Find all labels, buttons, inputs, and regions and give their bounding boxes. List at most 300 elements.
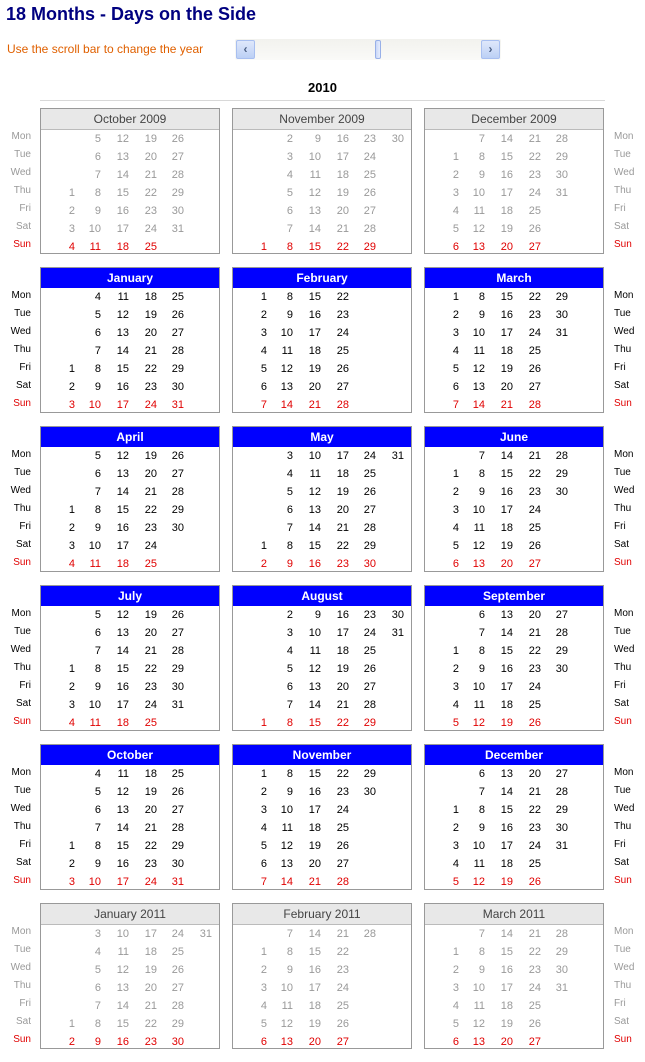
day-cell[interactable]: 5 (94, 964, 101, 976)
day-cell[interactable]: 10 (308, 151, 321, 163)
day-cell[interactable]: 15 (500, 804, 513, 816)
day-cell[interactable]: 20 (500, 1036, 513, 1048)
day-cell[interactable]: 18 (308, 1000, 321, 1012)
day-cell[interactable]: 14 (116, 1000, 129, 1012)
day-cell[interactable]: 29 (555, 291, 568, 303)
day-cell[interactable]: 20 (528, 609, 541, 621)
day-cell[interactable]: 21 (528, 786, 541, 798)
day-cell[interactable]: 31 (555, 840, 568, 852)
day-cell[interactable]: 3 (260, 804, 267, 816)
day-cell[interactable]: 17 (116, 223, 129, 235)
day-cell[interactable]: 14 (308, 928, 321, 940)
day-cell[interactable]: 17 (500, 504, 513, 516)
day-cell[interactable]: 8 (94, 840, 101, 852)
day-cell[interactable]: 16 (308, 964, 321, 976)
day-cell[interactable]: 24 (528, 681, 541, 693)
day-cell[interactable]: 4 (68, 558, 75, 570)
day-cell[interactable]: 11 (473, 1000, 485, 1012)
day-cell[interactable]: 12 (472, 540, 485, 552)
day-cell[interactable]: 28 (555, 928, 568, 940)
day-cell[interactable]: 26 (336, 840, 349, 852)
day-cell[interactable]: 3 (286, 627, 293, 639)
day-cell[interactable]: 18 (144, 291, 157, 303)
day-cell[interactable]: 19 (500, 363, 513, 375)
day-cell[interactable]: 26 (171, 133, 184, 145)
day-cell[interactable]: 22 (144, 1018, 157, 1030)
day-cell[interactable]: 30 (555, 964, 568, 976)
day-cell[interactable]: 8 (286, 946, 293, 958)
day-cell[interactable]: 22 (144, 663, 157, 675)
day-cell[interactable]: 28 (171, 486, 184, 498)
day-cell[interactable]: 23 (363, 133, 376, 145)
day-cell[interactable]: 2 (68, 522, 75, 534)
day-cell[interactable]: 26 (528, 540, 541, 552)
day-cell[interactable]: 31 (171, 699, 184, 711)
day-cell[interactable]: 11 (281, 345, 293, 357)
day-cell[interactable]: 11 (89, 558, 101, 570)
day-cell[interactable]: 7 (286, 699, 293, 711)
day-cell[interactable]: 11 (309, 169, 321, 181)
day-cell[interactable]: 4 (68, 241, 75, 253)
day-cell[interactable]: 2 (68, 858, 75, 870)
day-cell[interactable]: 11 (309, 645, 321, 657)
day-cell[interactable]: 12 (308, 486, 321, 498)
day-cell[interactable]: 24 (528, 840, 541, 852)
day-cell[interactable]: 16 (116, 681, 129, 693)
day-cell[interactable]: 23 (336, 964, 349, 976)
day-cell[interactable]: 19 (500, 876, 513, 888)
day-cell[interactable]: 3 (452, 327, 459, 339)
day-cell[interactable]: 21 (308, 399, 321, 411)
day-cell[interactable]: 15 (500, 291, 513, 303)
day-cell[interactable]: 3 (260, 327, 267, 339)
day-cell[interactable]: 27 (336, 381, 349, 393)
day-cell[interactable]: 25 (336, 822, 349, 834)
day-cell[interactable]: 9 (314, 609, 321, 621)
day-cell[interactable]: 12 (116, 609, 129, 621)
day-cell[interactable]: 25 (528, 1000, 541, 1012)
day-cell[interactable]: 29 (555, 468, 568, 480)
day-cell[interactable]: 6 (286, 205, 293, 217)
day-cell[interactable]: 19 (500, 717, 513, 729)
day-cell[interactable]: 29 (171, 663, 184, 675)
day-cell[interactable]: 13 (472, 241, 485, 253)
day-cell[interactable]: 8 (478, 151, 485, 163)
day-cell[interactable]: 30 (391, 609, 404, 621)
day-cell[interactable]: 24 (144, 223, 157, 235)
day-cell[interactable]: 3 (68, 399, 75, 411)
day-cell[interactable]: 18 (308, 345, 321, 357)
day-cell[interactable]: 7 (286, 928, 293, 940)
day-cell[interactable]: 25 (171, 768, 184, 780)
day-cell[interactable]: 22 (528, 804, 541, 816)
day-cell[interactable]: 16 (116, 522, 129, 534)
day-cell[interactable]: 28 (336, 399, 349, 411)
day-cell[interactable]: 24 (144, 876, 157, 888)
day-cell[interactable]: 17 (116, 876, 129, 888)
day-cell[interactable]: 5 (94, 450, 101, 462)
day-cell[interactable]: 14 (500, 627, 513, 639)
day-cell[interactable]: 19 (500, 223, 513, 235)
day-cell[interactable]: 14 (308, 223, 321, 235)
day-cell[interactable]: 28 (171, 345, 184, 357)
day-cell[interactable]: 11 (281, 1000, 293, 1012)
day-cell[interactable]: 5 (452, 1018, 459, 1030)
day-cell[interactable]: 28 (171, 1000, 184, 1012)
day-cell[interactable]: 2 (452, 486, 459, 498)
day-cell[interactable]: 26 (363, 187, 376, 199)
day-cell[interactable]: 9 (94, 205, 101, 217)
day-cell[interactable]: 4 (260, 1000, 267, 1012)
day-cell[interactable]: 20 (308, 858, 321, 870)
day-cell[interactable]: 20 (500, 241, 513, 253)
day-cell[interactable]: 21 (528, 627, 541, 639)
day-cell[interactable]: 26 (528, 717, 541, 729)
day-cell[interactable]: 2 (452, 309, 459, 321)
day-cell[interactable]: 8 (94, 504, 101, 516)
day-cell[interactable]: 17 (308, 804, 321, 816)
day-cell[interactable]: 5 (452, 717, 459, 729)
day-cell[interactable]: 3 (286, 151, 293, 163)
day-cell[interactable]: 4 (286, 468, 293, 480)
day-cell[interactable]: 23 (528, 964, 541, 976)
day-cell[interactable]: 11 (473, 858, 485, 870)
scroll-left-button[interactable] (236, 40, 255, 59)
day-cell[interactable]: 25 (171, 946, 184, 958)
day-cell[interactable]: 30 (171, 205, 184, 217)
day-cell[interactable]: 8 (286, 241, 293, 253)
day-cell[interactable]: 29 (171, 187, 184, 199)
day-cell[interactable]: 21 (528, 450, 541, 462)
day-cell[interactable]: 24 (144, 540, 157, 552)
day-cell[interactable]: 17 (308, 327, 321, 339)
day-cell[interactable]: 4 (286, 169, 293, 181)
day-cell[interactable]: 9 (94, 522, 101, 534)
day-cell[interactable]: 6 (94, 468, 101, 480)
day-cell[interactable]: 7 (94, 486, 101, 498)
day-cell[interactable]: 13 (472, 381, 485, 393)
day-cell[interactable]: 19 (144, 133, 157, 145)
day-cell[interactable]: 16 (116, 205, 129, 217)
day-cell[interactable]: 13 (116, 804, 129, 816)
day-cell[interactable]: 18 (336, 645, 349, 657)
day-cell[interactable]: 17 (116, 399, 129, 411)
day-cell[interactable]: 19 (500, 1018, 513, 1030)
day-cell[interactable]: 21 (528, 928, 541, 940)
day-cell[interactable]: 31 (555, 982, 568, 994)
day-cell[interactable]: 29 (555, 804, 568, 816)
day-cell[interactable]: 14 (500, 133, 513, 145)
day-cell[interactable]: 30 (363, 786, 376, 798)
day-cell[interactable]: 19 (308, 363, 321, 375)
day-cell[interactable]: 21 (144, 822, 157, 834)
day-cell[interactable]: 7 (478, 928, 485, 940)
day-cell[interactable]: 30 (555, 663, 568, 675)
day-cell[interactable]: 27 (171, 982, 184, 994)
day-cell[interactable]: 2 (452, 822, 459, 834)
day-cell[interactable]: 22 (336, 946, 349, 958)
day-cell[interactable]: 7 (286, 522, 293, 534)
day-cell[interactable]: 14 (308, 522, 321, 534)
day-cell[interactable]: 14 (472, 399, 485, 411)
day-cell[interactable]: 6 (478, 768, 485, 780)
day-cell[interactable]: 8 (286, 717, 293, 729)
day-cell[interactable]: 12 (280, 840, 293, 852)
day-cell[interactable]: 25 (363, 169, 376, 181)
day-cell[interactable]: 4 (452, 205, 459, 217)
day-cell[interactable]: 30 (363, 558, 376, 570)
day-cell[interactable]: 6 (94, 151, 101, 163)
day-cell[interactable]: 20 (144, 982, 157, 994)
day-cell[interactable]: 15 (308, 291, 321, 303)
day-cell[interactable]: 30 (171, 522, 184, 534)
day-cell[interactable]: 27 (363, 205, 376, 217)
day-cell[interactable]: 13 (280, 1036, 293, 1048)
day-cell[interactable]: 23 (144, 381, 157, 393)
day-cell[interactable]: 15 (500, 151, 513, 163)
day-cell[interactable]: 22 (528, 468, 541, 480)
day-cell[interactable]: 15 (116, 1018, 129, 1030)
day-cell[interactable]: 15 (308, 768, 321, 780)
day-cell[interactable]: 2 (260, 786, 267, 798)
day-cell[interactable]: 26 (171, 609, 184, 621)
day-cell[interactable]: 19 (144, 450, 157, 462)
day-cell[interactable]: 10 (280, 804, 293, 816)
day-cell[interactable]: 6 (94, 627, 101, 639)
day-cell[interactable]: 23 (144, 858, 157, 870)
day-cell[interactable]: 4 (452, 858, 459, 870)
day-cell[interactable]: 28 (363, 522, 376, 534)
day-cell[interactable]: 2 (452, 663, 459, 675)
day-cell[interactable]: 28 (171, 822, 184, 834)
day-cell[interactable]: 18 (500, 345, 513, 357)
day-cell[interactable]: 5 (94, 133, 101, 145)
day-cell[interactable]: 18 (500, 699, 513, 711)
day-cell[interactable]: 13 (280, 381, 293, 393)
day-cell[interactable]: 10 (472, 327, 485, 339)
day-cell[interactable]: 5 (94, 609, 101, 621)
day-cell[interactable]: 25 (144, 558, 157, 570)
day-cell[interactable]: 6 (452, 558, 459, 570)
day-cell[interactable]: 21 (336, 223, 349, 235)
day-cell[interactable]: 15 (308, 540, 321, 552)
day-cell[interactable]: 14 (280, 876, 293, 888)
day-cell[interactable]: 4 (94, 946, 101, 958)
day-cell[interactable]: 20 (336, 504, 349, 516)
day-cell[interactable]: 27 (555, 768, 568, 780)
day-cell[interactable]: 23 (363, 609, 376, 621)
day-cell[interactable]: 31 (391, 450, 404, 462)
day-cell[interactable]: 28 (336, 876, 349, 888)
day-cell[interactable]: 23 (336, 309, 349, 321)
day-cell[interactable]: 21 (336, 522, 349, 534)
day-cell[interactable]: 14 (116, 345, 129, 357)
day-cell[interactable]: 16 (500, 169, 513, 181)
day-cell[interactable]: 7 (478, 133, 485, 145)
day-cell[interactable]: 10 (472, 504, 485, 516)
day-cell[interactable]: 27 (555, 609, 568, 621)
day-cell[interactable]: 13 (116, 627, 129, 639)
day-cell[interactable]: 16 (500, 822, 513, 834)
day-cell[interactable]: 6 (94, 982, 101, 994)
day-cell[interactable]: 4 (260, 345, 267, 357)
day-cell[interactable]: 9 (286, 558, 293, 570)
day-cell[interactable]: 8 (94, 363, 101, 375)
day-cell[interactable]: 6 (260, 381, 267, 393)
day-cell[interactable]: 12 (308, 663, 321, 675)
day-cell[interactable]: 18 (500, 522, 513, 534)
day-cell[interactable]: 10 (280, 327, 293, 339)
day-cell[interactable]: 5 (452, 876, 459, 888)
day-cell[interactable]: 12 (116, 133, 129, 145)
day-cell[interactable]: 28 (555, 627, 568, 639)
day-cell[interactable]: 23 (144, 522, 157, 534)
day-cell[interactable]: 15 (116, 663, 129, 675)
day-cell[interactable]: 3 (286, 450, 293, 462)
day-cell[interactable]: 2 (260, 558, 267, 570)
day-cell[interactable]: 5 (452, 540, 459, 552)
day-cell[interactable]: 16 (308, 786, 321, 798)
day-cell[interactable]: 23 (144, 205, 157, 217)
day-cell[interactable]: 1 (260, 540, 267, 552)
day-cell[interactable]: 26 (171, 786, 184, 798)
day-cell[interactable]: 18 (144, 768, 157, 780)
day-cell[interactable]: 13 (116, 151, 129, 163)
day-cell[interactable]: 28 (171, 645, 184, 657)
day-cell[interactable]: 24 (528, 504, 541, 516)
day-cell[interactable]: 5 (260, 1018, 267, 1030)
day-cell[interactable]: 24 (363, 151, 376, 163)
day-cell[interactable]: 29 (363, 768, 376, 780)
day-cell[interactable]: 9 (478, 486, 485, 498)
day-cell[interactable]: 8 (286, 291, 293, 303)
day-cell[interactable]: 16 (336, 133, 349, 145)
day-cell[interactable]: 7 (94, 1000, 101, 1012)
day-cell[interactable]: 20 (308, 1036, 321, 1048)
day-cell[interactable]: 3 (260, 982, 267, 994)
day-cell[interactable]: 3 (452, 504, 459, 516)
day-cell[interactable]: 6 (478, 609, 485, 621)
day-cell[interactable]: 23 (528, 822, 541, 834)
day-cell[interactable]: 4 (452, 522, 459, 534)
day-cell[interactable]: 27 (171, 151, 184, 163)
day-cell[interactable]: 28 (363, 928, 376, 940)
day-cell[interactable]: 12 (280, 363, 293, 375)
day-cell[interactable]: 5 (260, 840, 267, 852)
day-cell[interactable]: 7 (94, 345, 101, 357)
day-cell[interactable]: 2 (286, 609, 293, 621)
day-cell[interactable]: 20 (336, 681, 349, 693)
day-cell[interactable]: 6 (286, 681, 293, 693)
day-cell[interactable]: 1 (68, 840, 75, 852)
day-cell[interactable]: 6 (94, 804, 101, 816)
day-cell[interactable]: 23 (528, 169, 541, 181)
day-cell[interactable]: 23 (144, 1036, 157, 1048)
day-cell[interactable]: 9 (94, 858, 101, 870)
day-cell[interactable]: 24 (528, 327, 541, 339)
day-cell[interactable]: 27 (528, 241, 541, 253)
day-cell[interactable]: 23 (144, 681, 157, 693)
day-cell[interactable]: 19 (308, 1018, 321, 1030)
day-cell[interactable]: 12 (116, 964, 129, 976)
day-cell[interactable]: 27 (171, 804, 184, 816)
day-cell[interactable]: 12 (472, 876, 485, 888)
day-cell[interactable]: 29 (171, 1018, 184, 1030)
day-cell[interactable]: 21 (144, 169, 157, 181)
day-cell[interactable]: 22 (528, 946, 541, 958)
day-cell[interactable]: 26 (171, 964, 184, 976)
day-cell[interactable]: 2 (68, 681, 75, 693)
day-cell[interactable]: 26 (171, 309, 184, 321)
day-cell[interactable]: 23 (336, 558, 349, 570)
day-cell[interactable]: 6 (286, 504, 293, 516)
day-cell[interactable]: 11 (117, 291, 129, 303)
day-cell[interactable]: 8 (94, 1018, 101, 1030)
day-cell[interactable]: 24 (171, 928, 184, 940)
day-cell[interactable]: 22 (336, 241, 349, 253)
day-cell[interactable]: 9 (286, 964, 293, 976)
day-cell[interactable]: 27 (171, 327, 184, 339)
day-cell[interactable]: 5 (452, 223, 459, 235)
day-cell[interactable]: 5 (94, 309, 101, 321)
day-cell[interactable]: 14 (500, 450, 513, 462)
day-cell[interactable]: 10 (308, 627, 321, 639)
day-cell[interactable]: 1 (260, 717, 267, 729)
day-cell[interactable]: 1 (452, 468, 459, 480)
day-cell[interactable]: 24 (336, 804, 349, 816)
day-cell[interactable]: 1 (452, 151, 459, 163)
day-cell[interactable]: 26 (363, 663, 376, 675)
day-cell[interactable]: 7 (94, 645, 101, 657)
day-cell[interactable]: 8 (94, 187, 101, 199)
day-cell[interactable]: 23 (336, 786, 349, 798)
day-cell[interactable]: 3 (452, 840, 459, 852)
day-cell[interactable]: 3 (452, 681, 459, 693)
day-cell[interactable]: 30 (171, 381, 184, 393)
day-cell[interactable]: 3 (68, 699, 75, 711)
day-cell[interactable]: 30 (555, 486, 568, 498)
day-cell[interactable]: 7 (260, 876, 267, 888)
day-cell[interactable]: 21 (144, 345, 157, 357)
day-cell[interactable]: 18 (500, 858, 513, 870)
day-cell[interactable]: 20 (144, 327, 157, 339)
day-cell[interactable]: 13 (280, 858, 293, 870)
day-cell[interactable]: 7 (260, 399, 267, 411)
day-cell[interactable]: 2 (260, 309, 267, 321)
day-cell[interactable]: 17 (336, 450, 349, 462)
day-cell[interactable]: 2 (68, 381, 75, 393)
day-cell[interactable]: 25 (144, 717, 157, 729)
day-cell[interactable]: 10 (280, 982, 293, 994)
day-cell[interactable]: 15 (116, 840, 129, 852)
scroll-thumb[interactable] (375, 40, 381, 59)
day-cell[interactable]: 28 (555, 786, 568, 798)
day-cell[interactable]: 3 (452, 982, 459, 994)
year-scrollbar[interactable] (235, 39, 501, 60)
day-cell[interactable]: 3 (68, 876, 75, 888)
day-cell[interactable]: 31 (391, 627, 404, 639)
day-cell[interactable]: 27 (528, 381, 541, 393)
day-cell[interactable]: 11 (89, 717, 101, 729)
day-cell[interactable]: 9 (94, 1036, 101, 1048)
day-cell[interactable]: 9 (94, 681, 101, 693)
day-cell[interactable]: 17 (500, 187, 513, 199)
day-cell[interactable]: 15 (500, 645, 513, 657)
day-cell[interactable]: 25 (528, 522, 541, 534)
day-cell[interactable]: 10 (472, 840, 485, 852)
day-cell[interactable]: 12 (116, 309, 129, 321)
day-cell[interactable]: 9 (478, 663, 485, 675)
